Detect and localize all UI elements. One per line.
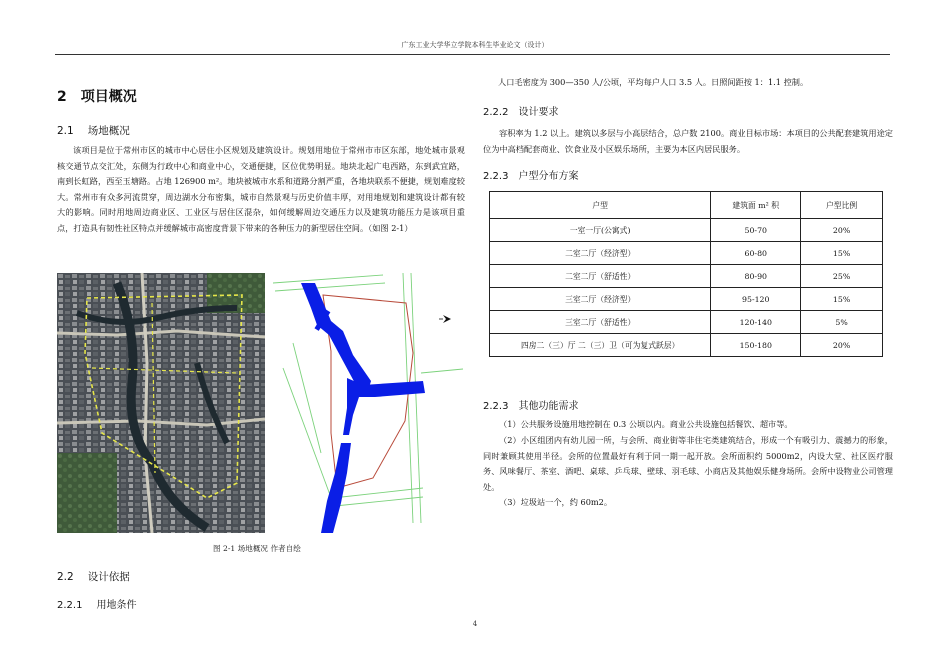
function-item-1: （1）公共服务设施用地控制在 0.3 公顷以内。商业公共设施包括餐饮、超市等。 bbox=[499, 419, 793, 429]
subsection-number: 2.2.3 bbox=[483, 171, 509, 182]
table-row bbox=[490, 242, 883, 265]
function-item-3: （3）垃圾站一个，约 60m2。 bbox=[499, 497, 613, 507]
road-lines bbox=[273, 273, 463, 523]
subsection-title: 用地条件 bbox=[96, 600, 137, 611]
table-row bbox=[490, 288, 883, 311]
cell-area: 60-80 bbox=[711, 242, 801, 265]
chapter-heading bbox=[57, 86, 137, 106]
cell-ratio: 25% bbox=[801, 265, 883, 288]
site-plan-graphic bbox=[273, 273, 465, 533]
requirements-paragraph: 容积率为 1.2 以上。建筑以多层与小高层结合，总户数 2100。商业目标市场：本项目的公共配套建筑用途定位为中高档配套商业、饮食业及小区娱乐场所，主要为本区内居民服务。 bbox=[483, 128, 893, 154]
site-plan bbox=[273, 273, 465, 533]
cell-ratio: 15% bbox=[801, 242, 883, 265]
aerial-photo-graphic bbox=[57, 273, 265, 533]
section-heading-site bbox=[57, 123, 130, 138]
site-paragraph: 该项目是位于常州市区的城市中心居住小区规划及建筑设计。规划用地位于常州市市区东部，地处城市景观核交通节点交汇处，东侧为行政中心和商业中心，交通便捷，区位优势明显。地块北起广电西路，东到武宜路，南到长虹路，西至玉塘路。占地 126900 m²。地块被城市水系和道路分割严重，各地块联系不便捷，规划难度较大。常州市有众多河流贯穿，周边湖水分布密集，城市自然景观与历史价值丰厚，对用地规划和建筑设计都有较大的影响。同时用地周边商业区、工业区与居住区混杂，如何缓解周边交通压力以及建筑功能压力是该项目重点，打造具有韧性社区特点并缓解城市高密度背景下带来的各种压力的新型居住空间。（如图 2-1） bbox=[57, 145, 465, 233]
north-arrow-icon bbox=[439, 315, 451, 323]
subsection-heading-land bbox=[57, 596, 136, 611]
density-line: 人口毛密度为 300—350 人/公顷，平均每户人口 3.5 人。日照间距按 1：1.1 控制。 bbox=[498, 77, 809, 87]
cell-ratio: 20% bbox=[801, 219, 883, 242]
column-header-area: 建筑面 m² 积 bbox=[711, 192, 801, 219]
cell-area: 95-120 bbox=[711, 288, 801, 311]
table-header-row bbox=[490, 192, 883, 219]
section-number: 2.1 bbox=[57, 125, 74, 137]
subsection-number: 2.2.2 bbox=[483, 107, 509, 118]
cell-type: 三室二厅（舒适性） bbox=[490, 311, 711, 334]
subsection-heading-req bbox=[483, 103, 558, 118]
column-header-type: 户型 bbox=[490, 192, 711, 219]
section-heading-basis bbox=[57, 569, 130, 584]
cell-ratio: 5% bbox=[801, 311, 883, 334]
subsection-title: 设计要求 bbox=[518, 107, 559, 118]
subsection-number: 2.2.3 bbox=[483, 401, 509, 412]
table-row bbox=[490, 311, 883, 334]
unit-mix-table bbox=[489, 191, 883, 357]
subsection-title: 户型分布方案 bbox=[518, 171, 579, 182]
page-number: 4 bbox=[472, 620, 478, 628]
cell-area: 80-90 bbox=[711, 265, 801, 288]
cell-type: 一室一厅(公寓式) bbox=[490, 219, 711, 242]
cell-area: 120-140 bbox=[711, 311, 801, 334]
function-item-2: （2）小区组团内有幼儿园一所，与会所、商业街等非住宅类建筑结合，形成一个有吸引力、震撼力的形象，同时兼顾其使用半径。会所的位置最好有利于同一期一起开放。会所面积约 5000m2，内设大堂、社区医疗服务、风味餐厅、茶室、酒吧、桌球、乒乓球、壁球、羽毛球、小商店及其他娱乐健身场所。会所中设物业公司管理处。 bbox=[483, 435, 893, 492]
chapter-number: 2 bbox=[57, 89, 67, 105]
header-rule bbox=[55, 54, 890, 55]
table-row bbox=[490, 219, 883, 242]
cell-type: 二室二厅（经济型） bbox=[490, 242, 711, 265]
cell-type: 四房二（三）厅 二（三）卫（可为复式跃层） bbox=[490, 334, 711, 357]
subsection-title: 其他功能需求 bbox=[518, 401, 579, 412]
table-row bbox=[490, 334, 883, 357]
section-title: 设计依据 bbox=[87, 571, 130, 583]
aerial-photo bbox=[57, 273, 265, 533]
running-header: 广东工业大学华立学院本科生毕业论文（设计） bbox=[401, 41, 549, 49]
chapter-title: 项目概况 bbox=[80, 89, 137, 105]
subsection-number: 2.2.1 bbox=[57, 600, 83, 611]
cell-area: 50-70 bbox=[711, 219, 801, 242]
table-row bbox=[490, 265, 883, 288]
cell-type: 二室二厅（舒适性） bbox=[490, 265, 711, 288]
figure-caption: 图 2-1 场地概况 作者自绘 bbox=[213, 544, 301, 553]
cell-ratio: 20% bbox=[801, 334, 883, 357]
section-number: 2.2 bbox=[57, 571, 74, 583]
subsection-heading-func bbox=[483, 397, 578, 412]
cell-ratio: 15% bbox=[801, 288, 883, 311]
cell-type: 三室二厅（经济型） bbox=[490, 288, 711, 311]
section-title: 场地概况 bbox=[87, 125, 130, 137]
column-header-ratio: 户型比例 bbox=[801, 192, 883, 219]
subsection-heading-units bbox=[483, 167, 578, 182]
cell-area: 150-180 bbox=[711, 334, 801, 357]
